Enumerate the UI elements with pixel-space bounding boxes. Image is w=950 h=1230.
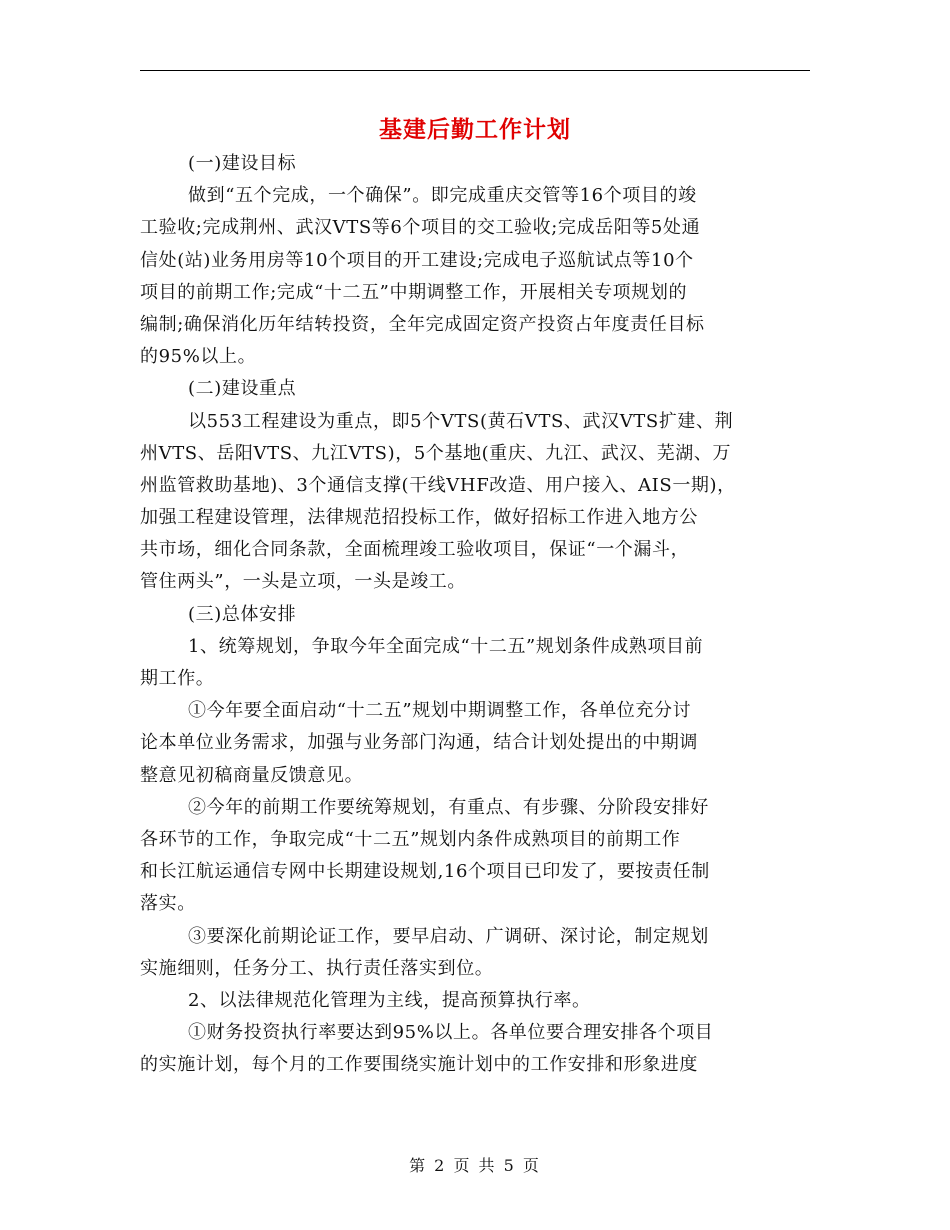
- text-line: 论本单位业务需求，加强与业务部门沟通，结合计划处提出的中期调: [140, 732, 698, 754]
- text-line: ③要深化前期论证工作，要早启动、广调研、深讨论，制定规划: [188, 925, 709, 947]
- text-line: 整意见初稿商量反馈意见。: [140, 764, 364, 786]
- document-body: [140, 148, 820, 1081]
- text-line: 的实施计划，每个月的工作要围绕实施计划中的工作安排和形象进度: [140, 1054, 698, 1076]
- text-line: 工验收;完成荆州、武汉VTS等6个项目的交工验收;完成岳阳等5处通: [140, 217, 701, 239]
- text-line: 实施细则，任务分工、执行责任落实到位。: [140, 957, 494, 979]
- text-line: (一)建设目标: [188, 153, 297, 174]
- text-line: 做到“五个完成，一个确保”。即完成重庆交管等16个项目的竣: [188, 185, 697, 207]
- text-line: 信处(站)业务用房等10个项目的开工建设;完成电子巡航试点等10个: [140, 249, 694, 271]
- text-line: (二)建设重点: [188, 378, 297, 400]
- page-footer: 第 2 页 共 5 页: [409, 1156, 541, 1175]
- text-line: 州VTS、岳阳VTS、九江VTS)，5个基地(重庆、九江、武汉、芜湖、万: [140, 442, 732, 464]
- text-line: (三)总体安排: [188, 603, 297, 625]
- document-title: 基建后勤工作计划: [379, 117, 571, 143]
- text-line: 和长江航运通信专网中长期建设规划,16个项目已印发了，要按责任制: [140, 861, 710, 883]
- text-line: 共市场，细化合同条款，全面梳理竣工验收项目，保证“一个漏斗，: [140, 539, 690, 561]
- text-line: 编制;确保消化历年结转投资，全年完成固定资产投资占年度责任目标: [140, 313, 705, 335]
- text-line: 落实。: [140, 893, 196, 915]
- text-line: ①财务投资执行率要达到95%以上。各单位要合理安排各个项目: [188, 1022, 714, 1044]
- text-line: 项目的前期工作;完成“十二五”中期调整工作，开展相关专项规划的: [140, 281, 688, 303]
- text-line: 管住两头”，一头是立项，一头是竣工。: [140, 571, 467, 593]
- text-line: 期工作。: [140, 668, 215, 689]
- text-line: 2、以法律规范化管理为主线，提高预算执行率。: [188, 989, 591, 1011]
- header-rule: [140, 70, 810, 71]
- text-line: 加强工程建设管理，法律规范招投标工作，做好招标工作进入地方公: [140, 507, 698, 529]
- text-line: ②今年的前期工作要统筹规划，有重点、有步骤、分阶段安排好: [188, 796, 709, 818]
- text-line: 1、统筹规划，争取今年全面完成“十二五”规划条件成熟项目前: [188, 635, 704, 657]
- text-line: 的95%以上。: [140, 346, 257, 368]
- text-line: ①今年要全面启动“十二五”规划中期调整工作，各单位充分讨: [188, 700, 692, 722]
- text-line: 以553工程建设为重点，即5个VTS(黄石VTS、武汉VTS扩建、荆: [188, 410, 734, 432]
- text-line: 各环节的工作，争取完成“十二五”规划内条件成熟项目的前期工作: [140, 828, 681, 850]
- text-line: 州监管救助基地)、3个通信支撑(干线VHF改造、用户接入、AIS一期)，: [140, 474, 736, 496]
